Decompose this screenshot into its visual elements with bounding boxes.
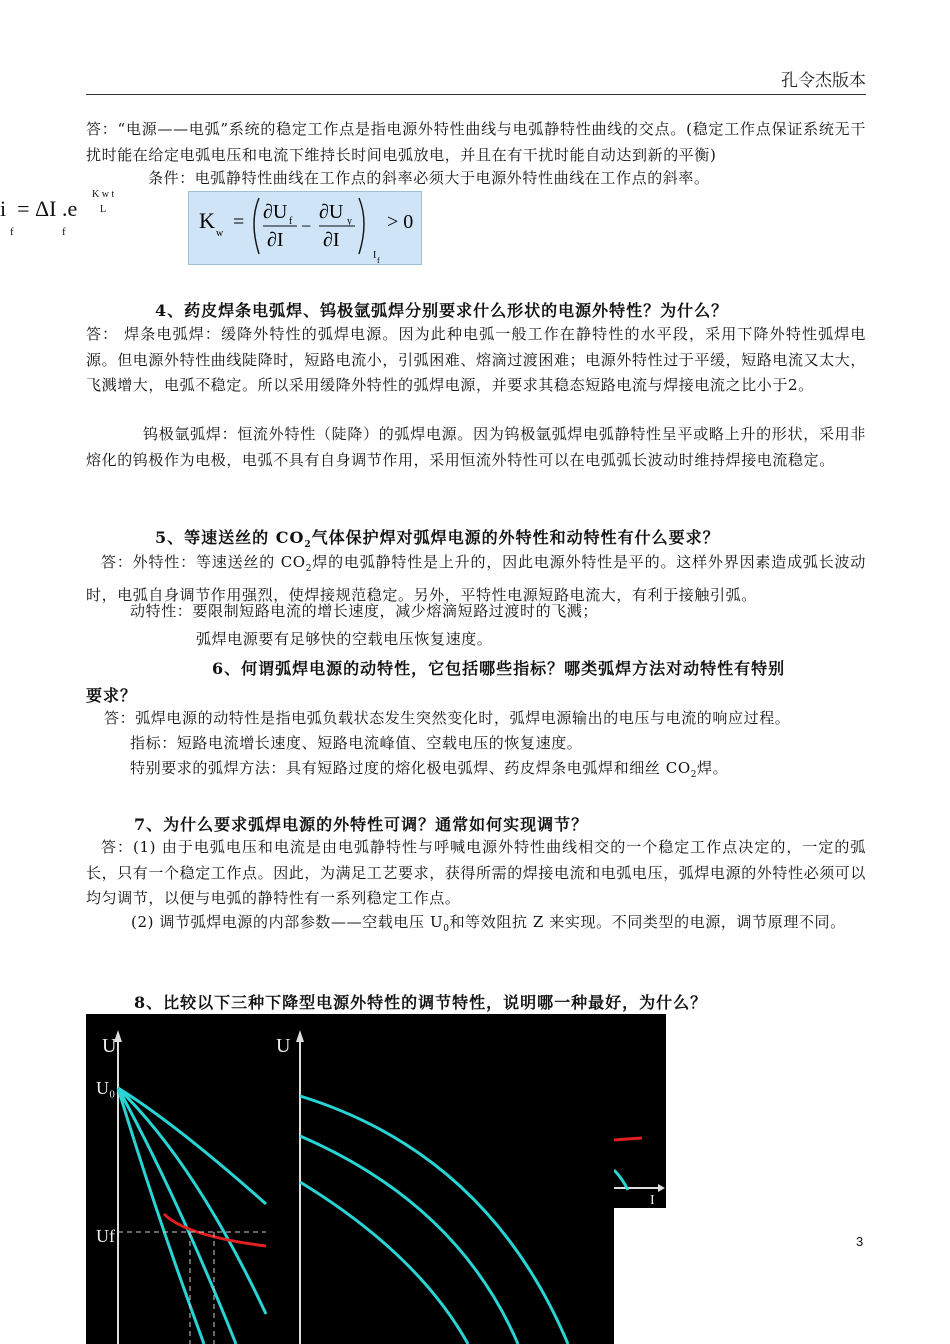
formula-num1-sub: f	[289, 216, 293, 227]
formula-current-decay	[0, 189, 115, 238]
q5-title-pre: 5、等速送丝的 CO	[155, 528, 305, 547]
left-paren	[254, 198, 259, 254]
header-title: 孔令杰版本	[781, 71, 866, 91]
formula-kw: K	[199, 208, 215, 233]
q4-answer-p2: 钨极氩弧焊：恒流外特性（陡降）的弧焊电源。因为钨极氩弧焊电弧静特性呈平或略上升的形状，采用非熔化的钨极作为电极，电弧不具有自身调节作用，采用恒流外特性可以在电弧弧长波动时维持焊接电流稳定。	[86, 425, 866, 469]
formula-num2: ∂U	[319, 201, 344, 223]
q6-answer-p2: 指标：短路电流增长速度、短路电流峰值、空载电压的恢复速度。	[130, 734, 583, 752]
fig1-axis-u: U	[102, 1035, 117, 1057]
q5-answer-p2: 动特性：要限制短路电流的增长速度，减少熔滴短路过渡时的飞溅；	[130, 602, 599, 620]
formula-kw-sub: w	[216, 228, 224, 239]
q6-title-line2: 要求？	[86, 686, 138, 705]
stability-formula	[189, 192, 421, 264]
q4-answer-p1: 答： 焊条电弧焊：缓降外特性的弧焊电源。因为此种电弧一般工作在静特性的水平段，采用下降外特性弧焊电源。但电源外特性曲线陡降时，短路电流小，引弧困难、熔滴过渡困难；电源外特性过于平缓，短路电流又太大，飞溅增大，电弧不稳定。所以采用缓降外特性的弧焊电源，并要求其稳态短路电流与焊接电流之比小于2。	[86, 325, 867, 394]
fig2-axis-u: U	[276, 1035, 291, 1057]
formula-num1: ∂U	[263, 201, 288, 223]
formula-eval-sub2: f	[377, 256, 380, 264]
formula-den1: ∂I	[267, 229, 284, 251]
q5-p1-sub: 2	[305, 564, 313, 574]
formula-left-sub2: f	[62, 226, 66, 238]
q7-title: 7、为什么要求弧焊电源的外特性可调？通常如何实现调节？	[134, 815, 589, 834]
formula-eval-sub: I	[373, 250, 377, 261]
q8-title: 8、比较以下三种下降型电源外特性的调节特性，说明哪一种最好，为什么？	[134, 993, 708, 1012]
fig3-axis-i: I	[650, 1193, 655, 1208]
q6-p3-pre: 特别要求的弧焊方法：具有短路过度的熔化极电弧焊、药皮焊条电弧焊和细丝 CO	[130, 759, 691, 777]
q7-answer-p1: 答：(1) 由于电弧电压和电流是由电弧静特性与呼喊电源外特性曲线相交的一个稳定工作点决定的，一定的弧长，只有一个稳定工作点。因此，为满足工艺要求，获得所需的焊接电流和电弧电压，弧焊电源的外特性必须可以均匀调节，以便与电弧的静特性有一系列稳定工作点。	[86, 838, 867, 907]
q5-p1-pre: 答：外特性：等速送丝的 CO	[101, 553, 306, 571]
formula-den2: ∂I	[323, 229, 340, 251]
q7-answer-p2	[86, 910, 866, 943]
section3-answer: 答：“电源——电弧”系统的稳定工作点是指电源外特性曲线与电弧静特性曲线的交点。(稳定工作点保证系统无干扰时能在给定电弧电压和电流下维持长时间电弧放电，并且在有干扰时能自动达到新的平衡)	[86, 120, 866, 164]
fig1-label-uf: Uf	[96, 1226, 115, 1246]
section3-condition: 条件：电弧静特性曲线在工作点的斜率必须大于电源外特性曲线在工作点的斜率。	[148, 169, 710, 187]
formula-minus: −	[301, 216, 312, 236]
q6-p3-sub: 2	[690, 770, 698, 780]
formula-left-sub1: f	[10, 226, 14, 238]
formula-num2-sub: y	[347, 216, 352, 227]
fig1-label-u0: U₀	[96, 1078, 116, 1098]
formula-gt: > 0	[387, 211, 414, 233]
q5-answer-p3: 弧焊电源要有足够快的空载电压恢复速度。	[196, 630, 493, 648]
figure-1-characteristics	[86, 1014, 268, 1344]
figure-3-characteristics	[614, 1014, 666, 1208]
q5-p1-post: 焊的电弧静特性是上升的，因此电源外特性是平的。这样外界因素造成弧长波动时，电弧自身调节作用强烈，使焊接规范稳定。另外，平特性电源短路电流大，有利于接触引弧。	[86, 553, 866, 604]
page-number: 3	[856, 1234, 864, 1249]
q5-title	[155, 525, 720, 550]
formula-left-sup: K w t	[92, 189, 115, 200]
q7-p2-post: 和等效阻抗 Z 来实现。不同类型的电源，调节原理不同。	[449, 913, 846, 931]
right-paren	[359, 198, 364, 254]
page-header	[86, 64, 866, 95]
formula-left-sup2: L	[100, 204, 107, 215]
q6-answer-p1: 答：弧焊电源的动特性是指电弧负载状态发生突然变化时，弧焊电源输出的电压与电流的响应过程。	[104, 709, 791, 727]
q6-p3-post: 焊。	[697, 759, 729, 777]
q7-p2-sub: 0	[443, 924, 450, 934]
q6-title-line1: 6、何谓弧焊电源的动特性，它包括哪些指标？哪类弧焊方法对动特性有特别	[212, 659, 786, 678]
q4-title: 4、药皮焊条电弧焊、钨极氩弧焊分别要求什么形状的电源外特性？为什么？	[155, 301, 729, 320]
formula-eq: =	[233, 211, 245, 233]
figure-2-characteristics	[268, 1014, 614, 1344]
q6-answer-p3	[130, 757, 728, 780]
formula-left-main: i = ΔI .e	[0, 196, 78, 221]
stability-formula-box	[188, 191, 422, 265]
q5-title-post: 气体保护焊对弧焊电源的外特性和动特性有什么要求？	[311, 528, 720, 547]
q7-p2-pre: (2) 调节弧焊电源的内部参数——空载电压 U	[131, 913, 444, 931]
q5-title-sub: 2	[304, 540, 312, 551]
